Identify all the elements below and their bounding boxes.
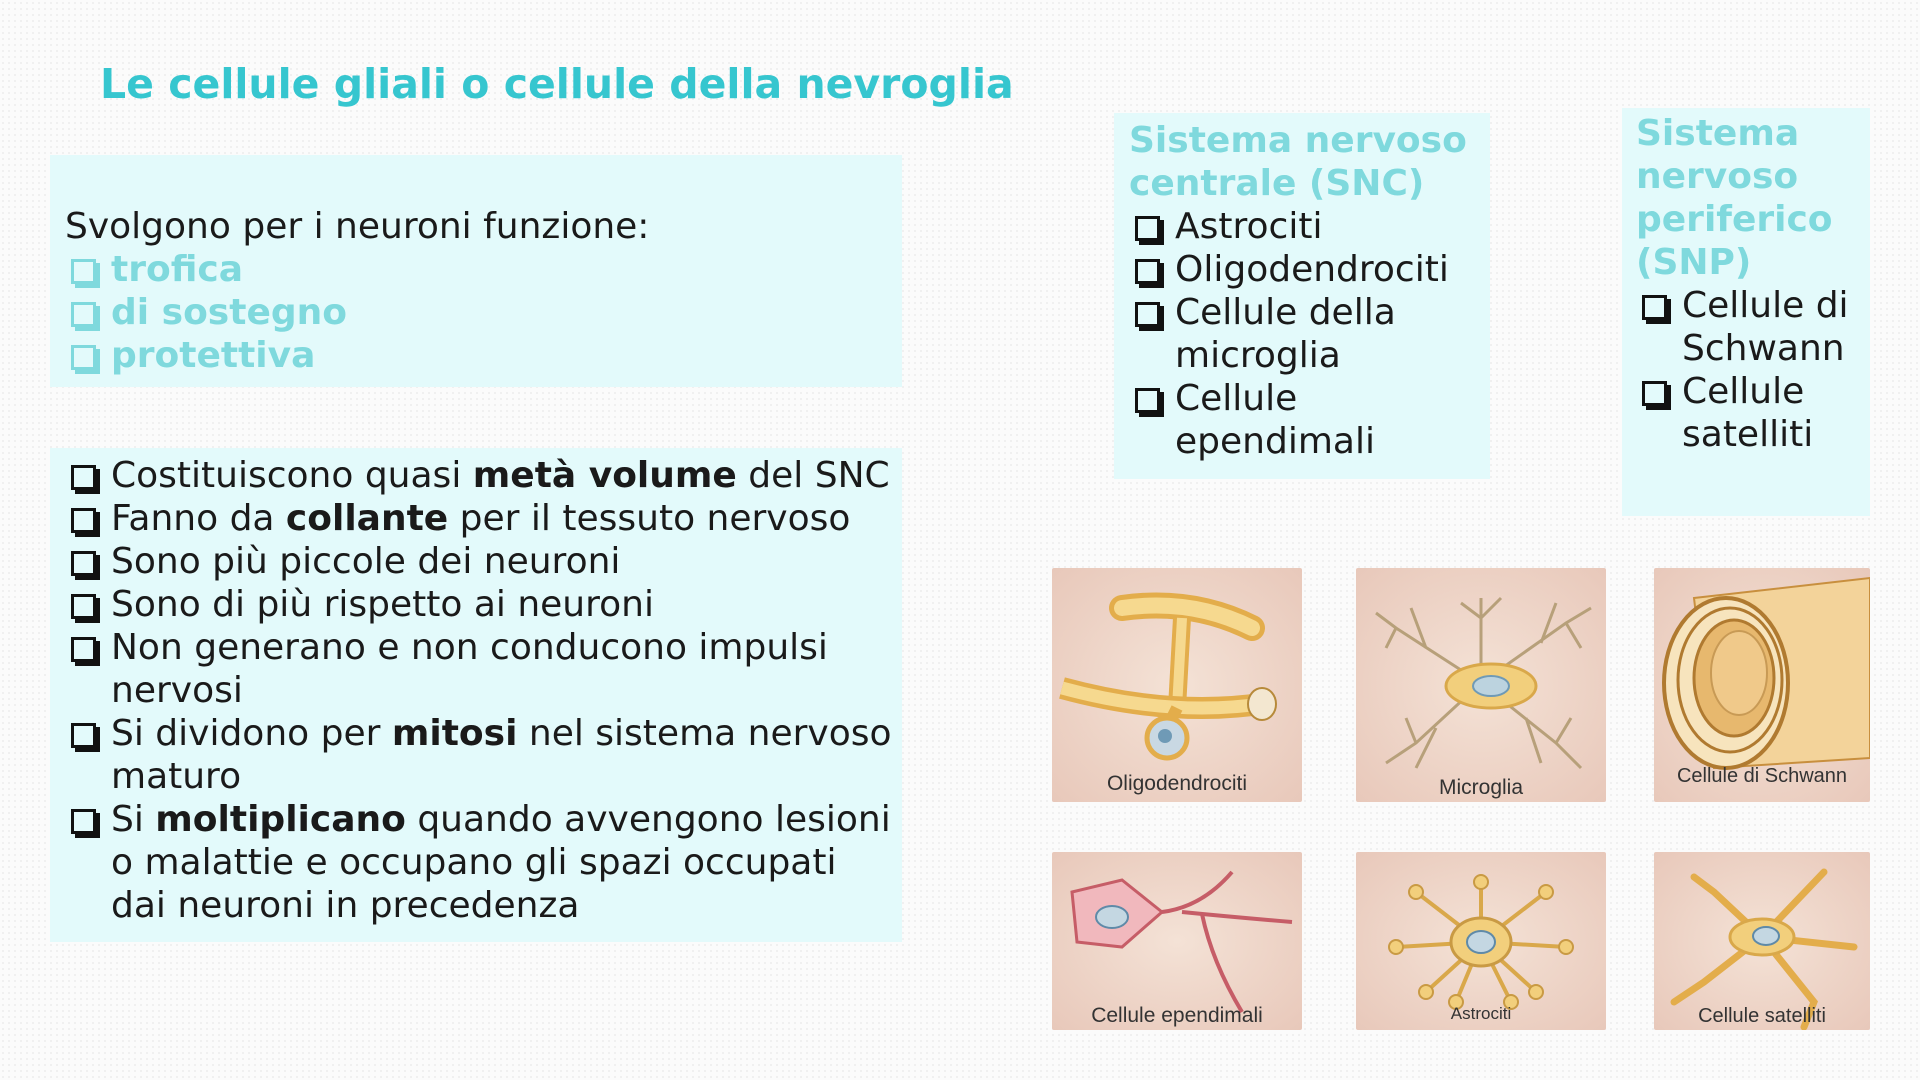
functions-list — [65, 248, 902, 377]
properties-list — [65, 454, 902, 927]
property-item: Si dividono per mitosi nel sistema nervoso maturo — [65, 712, 902, 798]
property-item: Si moltiplicano quando avvengono lesioni o malattie e occupano gli spazi occupati dai neuroni in precedenza — [65, 798, 902, 927]
snp-heading: Sistema nervoso periferico (SNP) — [1636, 113, 1833, 283]
properties-box — [50, 448, 902, 942]
oligodendrocyte-drawing — [1052, 568, 1302, 802]
property-item: Costituiscono quasi metà volume del SNC — [65, 454, 902, 497]
snp-box — [1622, 108, 1870, 516]
snc-box — [1114, 113, 1490, 479]
oligodendrocyte-illustration — [1052, 568, 1302, 802]
snp-list — [1636, 284, 1870, 456]
astrocyte-caption: Astrociti — [1450, 1004, 1512, 1023]
microglia-caption: Microglia — [1438, 776, 1524, 799]
astrocyte-illustration — [1356, 852, 1606, 1030]
snc-item: Cellule della microglia — [1129, 291, 1490, 377]
function-item: protettiva — [65, 334, 902, 377]
property-item: Sono più piccole dei neuroni — [65, 540, 902, 583]
microglia-illustration — [1356, 568, 1606, 802]
oligodendrocyte-caption: Oligodendrociti — [1106, 772, 1248, 795]
microglia-drawing — [1356, 568, 1606, 802]
slide-title: Le cellule gliali o cellule della nevroglia — [100, 60, 1014, 108]
snc-heading: Sistema nervoso centrale (SNC) — [1129, 120, 1467, 204]
snp-item: Cellule satelliti — [1636, 370, 1870, 456]
property-item: Non generano e non conducono impulsi nervosi — [65, 626, 902, 712]
satellite-caption: Cellule satelliti — [1698, 1005, 1826, 1027]
snc-item: Cellule ependimali — [1129, 377, 1490, 463]
snc-item: Oligodendrociti — [1129, 248, 1490, 291]
satellite-illustration — [1654, 852, 1870, 1030]
ependymal-caption: Cellule ependimali — [1091, 1004, 1263, 1027]
ependymal-illustration — [1052, 852, 1302, 1030]
property-item: Fanno da collante per il tessuto nervoso — [65, 497, 902, 540]
snp-item: Cellule di Schwann — [1636, 284, 1870, 370]
function-item: trofica — [65, 248, 902, 291]
snc-list — [1129, 205, 1490, 463]
satellite-drawing — [1654, 852, 1870, 1030]
functions-intro: Svolgono per i neuroni funzione: — [65, 206, 650, 247]
schwann-illustration — [1654, 568, 1870, 802]
property-item: Sono di più rispetto ai neuroni — [65, 583, 902, 626]
functions-box — [50, 155, 902, 387]
snc-item: Astrociti — [1129, 205, 1490, 248]
function-item: di sostegno — [65, 291, 902, 334]
schwann-caption: Cellule di Schwann — [1676, 765, 1848, 787]
